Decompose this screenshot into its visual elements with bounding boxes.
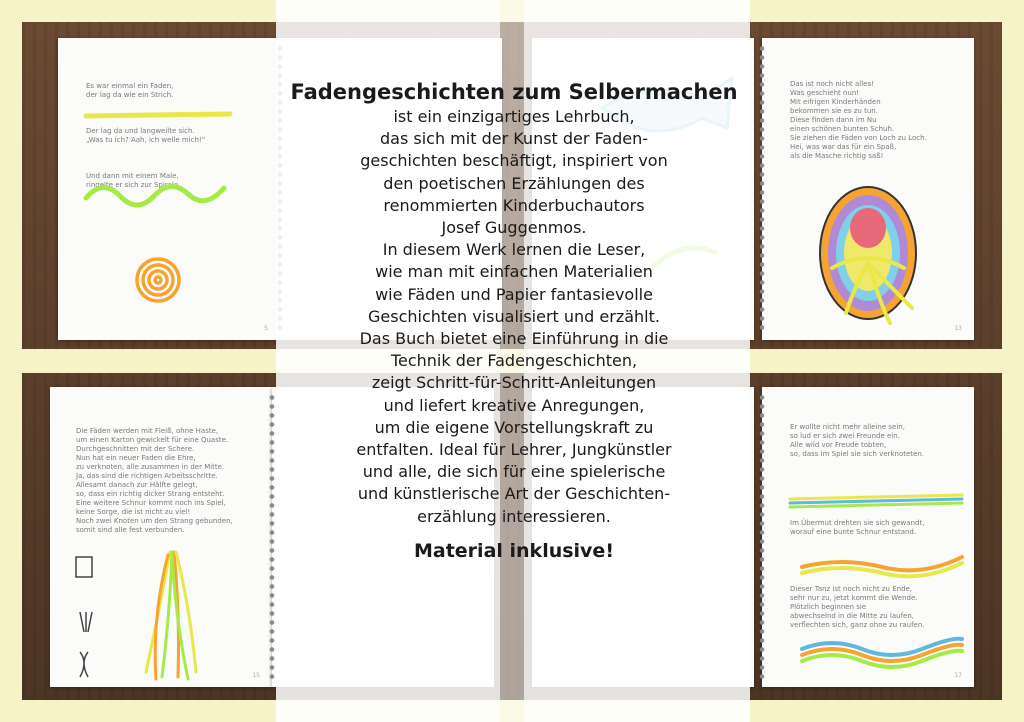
yarn-tassel xyxy=(146,552,196,679)
description-line: geschichten beschäftigt, inspiriert von xyxy=(360,151,668,171)
yarn-illustration xyxy=(58,38,280,340)
book-page-top-right xyxy=(762,38,974,340)
description-line: Josef Guggenmos. xyxy=(441,218,587,238)
page-number: 15 xyxy=(252,672,260,679)
yarn-knotted-cord xyxy=(790,495,962,507)
yarn-braid xyxy=(802,639,962,667)
description-line: erzählung interessieren. xyxy=(417,506,611,526)
description-line: und künstlerische Art der Geschichten- xyxy=(357,484,671,504)
description-line: Geschichten visualisiert und erzählt. xyxy=(368,306,660,326)
description-line: und liefert kreative Anregungen, xyxy=(383,395,645,415)
description-line: Technik der Fadengeschichten, xyxy=(390,351,638,371)
page-number: 5 xyxy=(264,325,268,332)
yarn-wave xyxy=(86,186,224,205)
description-line: entfalten. Ideal für Lehrer, Jungkünstler xyxy=(356,440,672,460)
tagline: Material inklusive! xyxy=(413,539,614,562)
page-text: Es war einmal ein Faden, der lag da wie ein Strich. Der lag da und langweilte sich. „Was tu ich? Aah, ich welle mich!“ Und dann mit einem Male, ringelte er sich zur Spirale. xyxy=(86,82,206,189)
description-text xyxy=(284,106,744,528)
description-line: Das Buch bietet eine Einführung in die xyxy=(359,329,669,349)
book-title: Fadengeschichten zum Selbermachen xyxy=(290,80,738,104)
yarn-line xyxy=(86,114,230,116)
spiral-binding xyxy=(268,393,276,681)
description-line: ist ein einzigartiges Lehrbuch, xyxy=(393,107,635,126)
description-line: um die eigene Vorstellungskraft zu xyxy=(374,417,654,437)
description-line: wie Fäden und Papier fantasievolle xyxy=(375,284,653,304)
description-line: wie man mit einfachen Materialien xyxy=(375,262,653,282)
description-block xyxy=(284,80,744,562)
book-page-bottom-left xyxy=(50,387,272,687)
page-text: Die Fäden werden mit Fleiß, ohne Haste, um einen Karton gewickelt für eine Quaste. Durchgeschnitten mit der Schere. Nun hat ein neuer Faden die Ehre, zu verknoten, alle zusammen in der Mitte. Ja, das sind die richtigen Arbeitsschritte. Allesamt danach zur Hälfte gelegt, so, dass ein richtig dicker Strang entsteht. Eine weitere Schnur kommt noch ins Spiel, keine Sorge, die ist nicht zu viel! Noch zwei Knoten um den Strang gebunden, somit sind alle fest verbunden. xyxy=(76,427,233,534)
description-line: den poetischen Erzählungen des xyxy=(383,173,645,193)
shoe-illustration xyxy=(762,38,974,340)
page-text: Das ist noch nicht alles! Was geschieht nun! Mit eifrigen Kinderhänden bekommen sie es zu tun. Diese finden dann im Nu einen schönen bunten Schuh. Sie ziehen die Fäden von Loch zu Loch. Hei, was war das für ein Spaß, als die Masche richtig saß! xyxy=(790,80,927,160)
book-page-bottom-right xyxy=(762,387,974,687)
yarn-spiral xyxy=(137,259,179,301)
page-text-1: Er wollte nicht mehr alleine sein, so lud er sich zwei Freunde ein. Alle wild vor Freude tobten, so, dass im Spiel sie sich verknoteten. xyxy=(790,423,925,458)
sketch-steps xyxy=(76,557,92,677)
page-text-3: Dieser Tanz ist noch nicht zu Ende, sehr nur zu, jetzt kommt die Wende. Plötzlich beginnen sie abwechselnd in die Mitte zu laufen, verflechten sich, ganz ohne zu raufen. xyxy=(790,585,925,629)
tassel-illustration xyxy=(50,387,272,687)
description-line: zeigt Schritt-für-Schritt-Anleitungen xyxy=(371,373,657,393)
description-line: und alle, die sich für eine spielerische xyxy=(362,462,666,482)
page-number: 13 xyxy=(954,325,962,332)
page-text-2: Im Übermut drehten sie sich gewandt, worauf eine bunte Schnur entstand. xyxy=(790,519,925,536)
description-line: renommierten Kinderbuchautors xyxy=(383,195,645,215)
braid-illustration xyxy=(762,387,974,687)
description-line: das sich mit der Kunst der Faden- xyxy=(379,129,649,149)
yarn-twisted-cord xyxy=(802,557,962,576)
description-line: In diesem Werk lernen die Leser, xyxy=(382,240,646,260)
page-number: 17 xyxy=(954,672,962,679)
book-page-top-left xyxy=(58,38,280,340)
